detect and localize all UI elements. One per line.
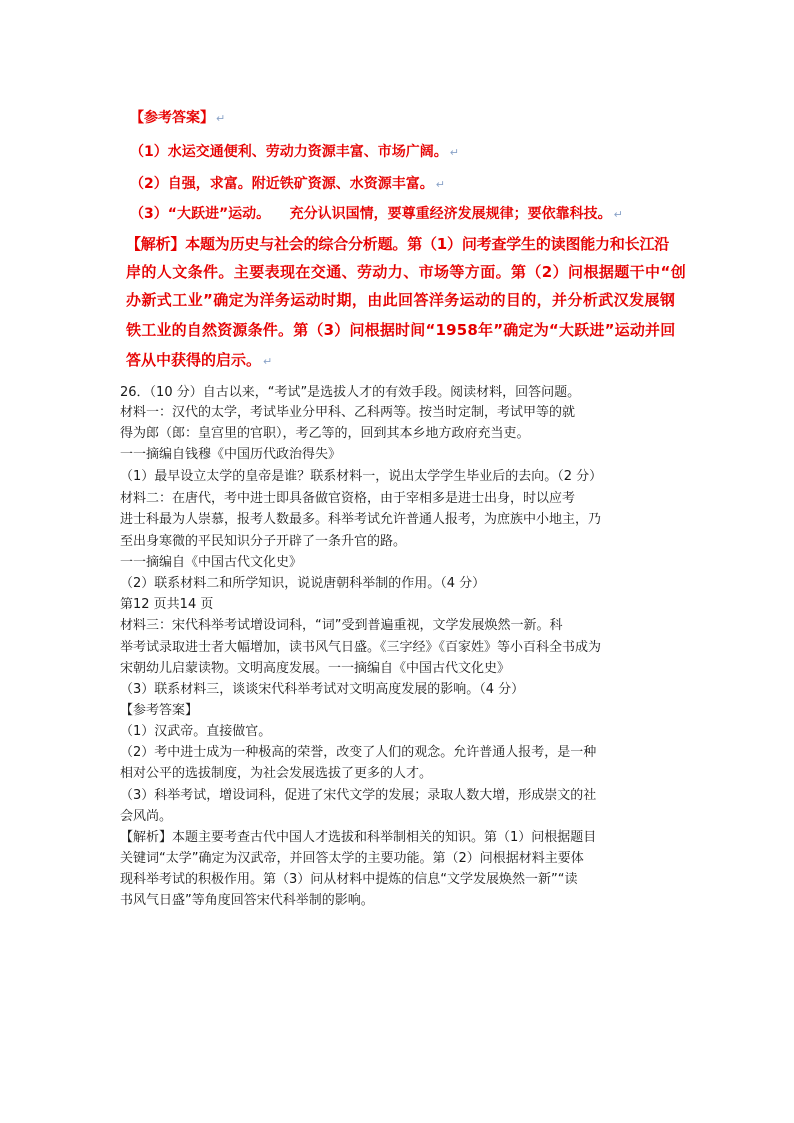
page-number: 第12 页共14 页 (120, 597, 214, 612)
material-3-line-2: 举考试录取进士者大幅增加，读书风气日盛。《三字经》《百家姓》等小百科全书成为 (120, 640, 602, 655)
answer-line-2: （2）自强，求富。附近铁矿资源、水资源丰富。 ↵ (130, 176, 445, 192)
analysis-2-line-1: 【解析】本题主要考查古代中国人才选拔和科举制相关的知识。第（1）问根据题目 (120, 830, 597, 845)
analysis-line-4: 铁工业的自然资源条件。第（3）问根据时间“1958年”确定为“大跃进”运动并回 (126, 321, 676, 339)
material-3-line-1: 材料三：宋代科举考试增设词科，“词”受到普遍重视，文学发展焕然一新。科 (120, 618, 563, 633)
material-2-line-3: 至出身寒微的平民知识分子开辟了一条升官的路。 (120, 534, 407, 549)
analysis-line-1: 【解析】本题为历史与社会的综合分析题。第（1）问考查学生的读图能力和长江沿 (126, 235, 670, 253)
paragraph-mark-icon: ↵ (449, 146, 459, 159)
analysis-2-line-3: 现科举考试的积极作用。第（3）问从材料中提炼的信息“文学发展焕然一新”“读 (120, 872, 578, 887)
material-1-line-2: 得为郎（郎：皇宫里的官职），考乙等的，回到其本乡地方政府充当吏。 (120, 426, 530, 441)
answer-2-line-1: （1）汉武帝。直接做官。 (120, 724, 272, 739)
material-2-line-2: 进士科最为人崇慕，报考人数最多。科举考试允许普通人报考，为庶族中小地主，乃 (120, 512, 602, 527)
answer-2-line-4: （3）科举考试，增设词科，促进了宋代文学的发展；录取人数大增，形成崇文的社 (120, 788, 597, 803)
analysis-line-2: 岸的人文条件。主要表现在交通、劳动力、市场等方面。第（2）问根据题干中“创 (126, 263, 687, 281)
question-intro: 26．（10 分）自古以来，“考试”是选拔人才的有效手段。阅读材料，回答问题。 (120, 385, 581, 400)
material-2-line-1: 材料二：在唐代，考中进士即具备做官资格，由于宰相多是进士出身，时以应考 (120, 491, 576, 506)
sub-question-1: （1）最早设立太学的皇帝是谁？联系材料一，说出太学学生毕业后的去向。（2 分） (120, 469, 603, 484)
paragraph-mark-icon: ↵ (613, 208, 623, 221)
sub-question-2: （2）联系材料二和所学知识，说说唐朝科举制的作用。（4 分） (120, 576, 486, 591)
material-1-line-1: 材料一：汉代的太学，考试毕业分甲科、乙科两等。按当时定制，考试甲等的就 (120, 405, 576, 420)
paragraph-mark-icon: ↵ (263, 355, 273, 368)
analysis-2-line-2: 关键词“太学”确定为汉武帝，并回答太学的主要功能。第（2）问根据材料主要体 (120, 851, 584, 866)
answer-2-line-5: 会风尚。 (120, 809, 173, 824)
analysis-line-3: 办新式工业”确定为洋务运动时期，由此回答洋务运动的目的，并分析武汉发展钢 (126, 291, 676, 309)
sub-question-3: （3）联系材料三，谈谈宋代科举考试对文明高度发展的影响。（4 分） (120, 682, 525, 697)
material-3-line-3: 宋朝幼儿启蒙读物。文明高度发展。一一摘编自《中国古代文化史》 (120, 661, 511, 676)
answer-line-1: （1）水运交通便利、劳动力资源丰富、市场广阔。 ↵ (130, 144, 459, 160)
analysis-line-5: 答从中获得的启示。 ↵ (126, 351, 273, 369)
material-2-source: 一一摘编自《中国古代文化史》 (120, 555, 303, 570)
paragraph-mark-icon: ↵ (216, 112, 226, 125)
answer-heading-2: 【参考答案】 (120, 703, 199, 718)
answer-line-3: （3）“大跃进”运动。 充分认识国情，要尊重经济发展规律；要依靠科技。 ↵ (130, 206, 623, 222)
paragraph-mark-icon: ↵ (435, 178, 445, 191)
analysis-2-line-4: 书风气日盛”等角度回答宋代科举制的影响。 (120, 893, 374, 908)
answer-heading: 【参考答案】 ↵ (130, 110, 226, 126)
answer-2-line-2: （2）考中进士成为一种极高的荣誉，改变了人们的观念。允许普通人报考，是一种 (120, 745, 597, 760)
answer-2-line-3: 相对公平的选拔制度，为社会发展选拔了更多的人才。 (120, 766, 433, 781)
material-1-source: 一一摘编自钱穆《中国历代政治得失》 (120, 447, 342, 462)
